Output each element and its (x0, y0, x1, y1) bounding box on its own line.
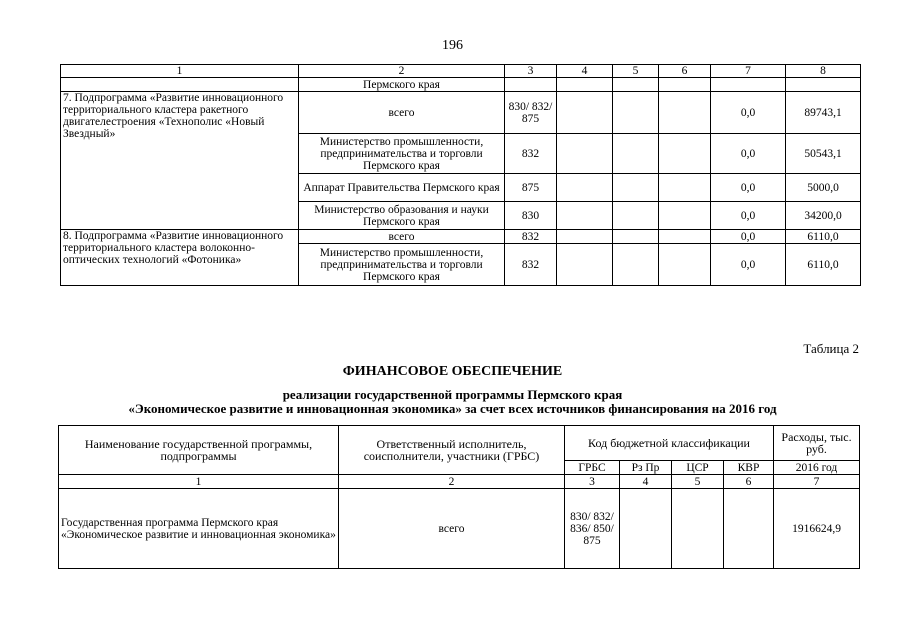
grbs-cell: 832 (505, 244, 557, 286)
page-number: 196 (442, 38, 463, 53)
executor-cell: всего (299, 92, 505, 134)
header-year: 2016 год (774, 461, 860, 475)
table-label: Таблица 2 (803, 341, 859, 356)
executor-cell: Министерство образования и науки Пермского края (299, 202, 505, 230)
grbs-cell: 875 (505, 174, 557, 202)
col-num: 2 (339, 475, 565, 489)
column-number-row (59, 475, 860, 489)
financing-table (58, 425, 860, 569)
amount-cell: 1916624,9 (774, 489, 860, 569)
grbs-cell: 832 (505, 230, 557, 244)
header-csr: ЦСР (672, 461, 724, 475)
header-grbs: ГРБС (565, 461, 620, 475)
subprogram-name: 7. Подпрограмма «Развитие инновационного территориального кластера ракетного двигателестроения «Технополис «Новый Звездный» (61, 92, 299, 230)
col-num: 8 (786, 65, 861, 78)
header-executor: Ответственный исполнитель, соисполнители, участники (ГРБС) (339, 426, 565, 475)
grbs-cell: 830/ 832/ 836/ 850/ 875 (565, 489, 620, 569)
value-cell: 0,0 (711, 230, 786, 244)
col-num: 4 (557, 65, 613, 78)
col-num: 4 (620, 475, 672, 489)
executor-cell: Аппарат Правительства Пермского края (299, 174, 505, 202)
value-cell: 89743,1 (786, 92, 861, 134)
executor-cell: всего (299, 230, 505, 244)
col-num: 1 (61, 65, 299, 78)
header-kbk: Код бюджетной классификации (565, 426, 774, 461)
col-num: 1 (59, 475, 339, 489)
header-rzpr: Рз Пр (620, 461, 672, 475)
col-num: 2 (299, 65, 505, 78)
col-num: 3 (565, 475, 620, 489)
subprogram-name: 8. Подпрограмма «Развитие инновационного территориального кластера волоконно-оптических технологий «Фотоника» (61, 230, 299, 286)
value-cell: 0,0 (711, 244, 786, 286)
document-title: ФИНАНСОВОЕ ОБЕСПЕЧЕНИЕ (342, 364, 563, 379)
col-num: 6 (724, 475, 774, 489)
value-cell: 50543,1 (786, 134, 861, 174)
col-num: 7 (711, 65, 786, 78)
table-row (61, 78, 861, 92)
executor-cell: Пермского края (299, 78, 505, 92)
table-row (61, 92, 861, 134)
program-name: Государственная программа Пермского края «Экономическое развитие и инновационная экономика» (59, 489, 339, 569)
grbs-cell: 832 (505, 134, 557, 174)
document-subtitle: реализации государственной программы Пермского края (282, 387, 623, 402)
document-subtitle: «Экономическое развитие и инновационная экономика» за счет всех источников финансирования на 2016 год (128, 401, 777, 416)
subprogram-table (60, 64, 861, 286)
executor-cell: всего (339, 489, 565, 569)
value-cell: 0,0 (711, 174, 786, 202)
header-expenses: Расходы, тыс. руб. (774, 426, 860, 461)
executor-cell: Министерство промышленности, предпринимательства и торговли Пермского края (299, 244, 505, 286)
value-cell: 5000,0 (786, 174, 861, 202)
value-cell: 0,0 (711, 92, 786, 134)
col-num: 6 (659, 65, 711, 78)
value-cell: 6110,0 (786, 230, 861, 244)
grbs-cell: 830 (505, 202, 557, 230)
col-num: 5 (672, 475, 724, 489)
grbs-cell: 830/ 832/ 875 (505, 92, 557, 134)
table-row (59, 489, 860, 569)
value-cell: 0,0 (711, 202, 786, 230)
value-cell: 34200,0 (786, 202, 861, 230)
column-number-row (61, 65, 861, 78)
table-row (61, 230, 861, 244)
header-kvr: КВР (724, 461, 774, 475)
value-cell: 6110,0 (786, 244, 861, 286)
header-row (59, 426, 860, 461)
col-num: 5 (613, 65, 659, 78)
value-cell: 0,0 (711, 134, 786, 174)
col-num: 3 (505, 65, 557, 78)
col-num: 7 (774, 475, 860, 489)
executor-cell: Министерство промышленности, предпринимательства и торговли Пермского края (299, 134, 505, 174)
header-name: Наименование государственной программы, подпрограммы (59, 426, 339, 475)
